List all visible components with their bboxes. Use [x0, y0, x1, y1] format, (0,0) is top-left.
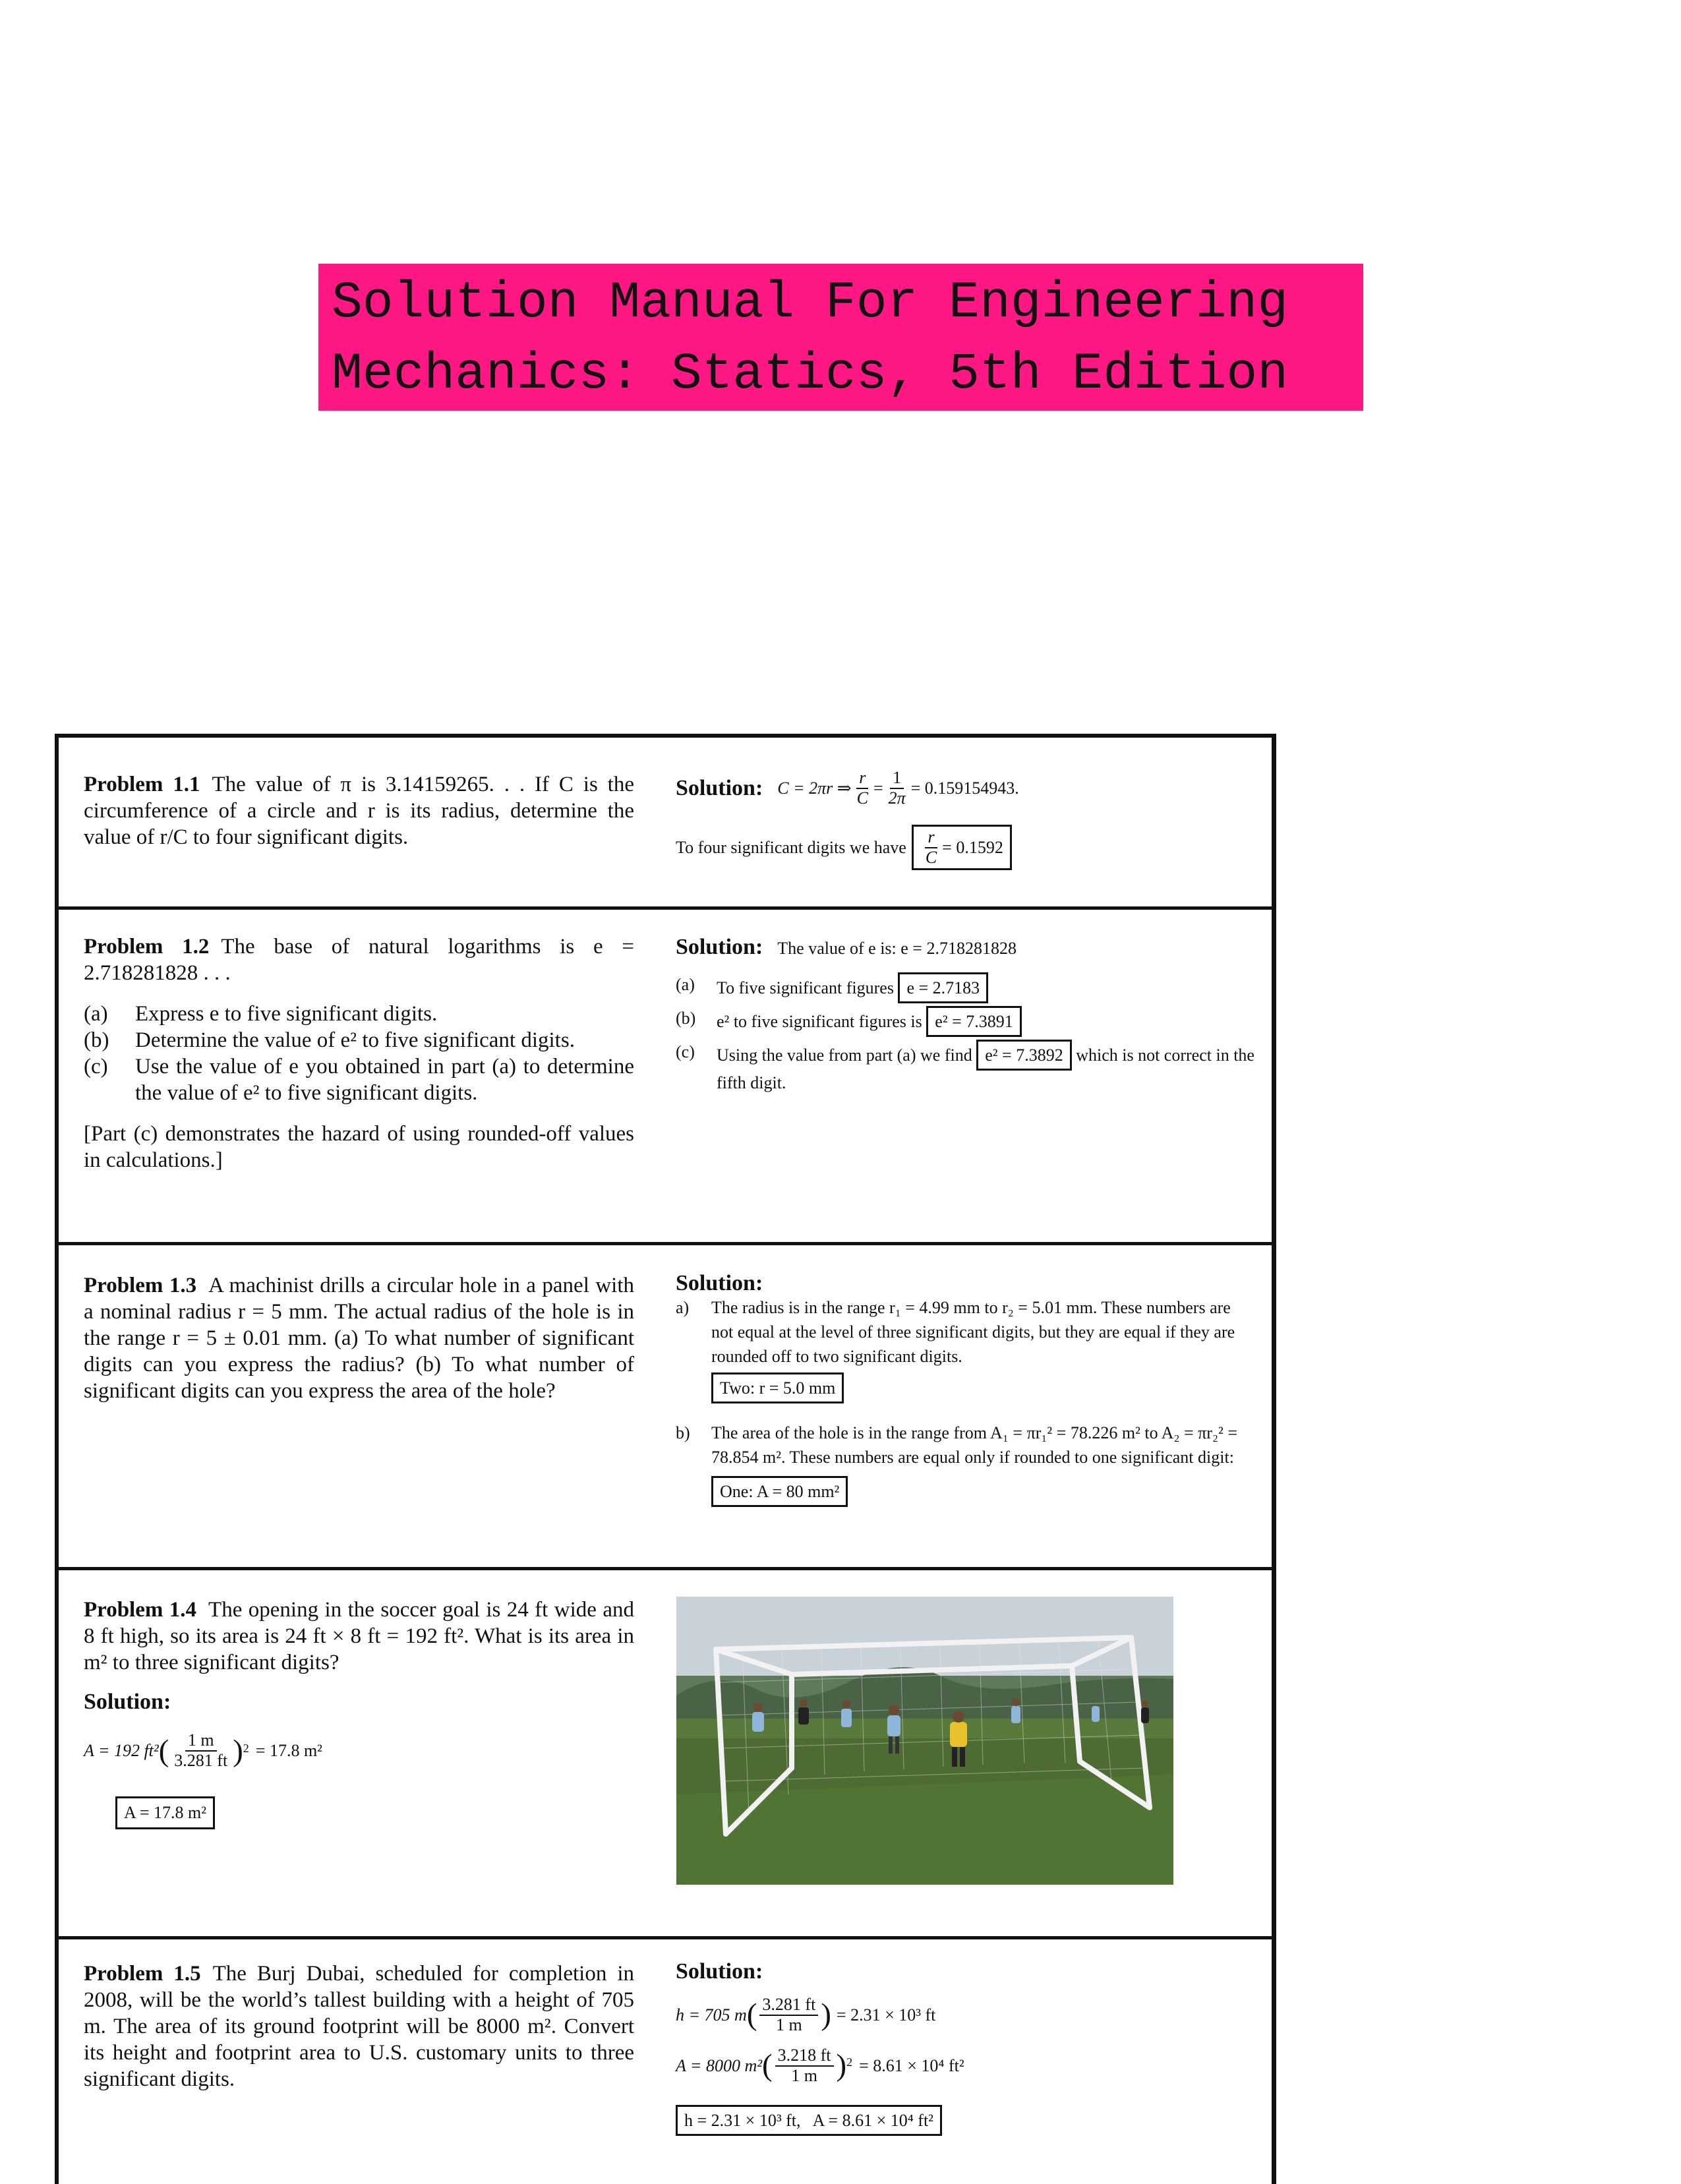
problem-1-4-statement [84, 1597, 634, 1829]
part-text: Using the value from part (a) we find [717, 1046, 972, 1065]
part-item [84, 1053, 634, 1106]
row-divider [59, 906, 1272, 910]
equation-lhs: A = 8000 m² [676, 2056, 763, 2076]
area-equation: A = 8000 m² ( $\frac{3.218 ft}{1 m}$ ) 2 = 8.61 × 10⁴ ft² [676, 2046, 964, 2085]
problem-title: Problem 1.5 [84, 1962, 201, 1986]
part-text: Determine the value of e² to five significant digits. [135, 1028, 575, 1052]
problem-title: Problem 1.4 [84, 1598, 197, 1622]
equation-result: = 8.61 × 10⁴ ft² [859, 2056, 964, 2076]
problem-title: Problem 1.1 [84, 773, 200, 796]
part-label: (c) [676, 1042, 695, 1061]
row-divider [59, 1567, 1272, 1570]
solution-part-c [676, 1040, 1256, 1095]
row-divider [59, 1242, 1272, 1245]
answer-box: e = 2.7183 [898, 972, 988, 1003]
height-equation: h = 705 m ( $\frac{3.281 ft}{1 m}$ ) = 2.31 × 10³ ft [676, 1995, 936, 2034]
solution-part-a [676, 1295, 1256, 1369]
problem-1-1-solution: Solution: C = 2πr ⇒ $\frac{r}{C}$ = $\frac{1}{2\pi}$ = 0.159154943. To four significant digits we have $\frac{r}{C}$ = 0.1592 [676, 769, 1256, 870]
part-text: The radius is in the range r₁ = 4.99 mm to r₂ = 5.01 mm. These numbers are not equal at the level of three significant digits, but they are equal if they are rounded off to two significant digits. [711, 1298, 1235, 1366]
part-label: (a) [676, 975, 695, 994]
equation-result: = 17.8 m² [255, 1740, 322, 1760]
banner-line-1: Solution Manual For Engineering [332, 274, 1289, 332]
problem-note: [Part (c) demonstrates the hazard of using rounded-off values in calculations.] [84, 1122, 634, 1172]
numerator: 1 [890, 769, 904, 789]
part-item [84, 1001, 634, 1027]
numerator: 1 m [185, 1731, 217, 1752]
fraction [759, 1995, 818, 2034]
part-label: b) [676, 1423, 690, 1442]
problem-1-2-solution [676, 935, 1256, 1095]
exponent: 2 [846, 2055, 853, 2069]
part-label: (b) [676, 1009, 696, 1028]
part-item [84, 1027, 634, 1053]
equation-result: = 0.159154943. [910, 779, 1019, 798]
equation-lhs: A = 192 ft² [84, 1740, 159, 1760]
numerator: r [925, 828, 937, 848]
equation-lhs: C = 2πr ⇒ [777, 779, 852, 798]
equation-result: = 2.31 × 10³ ft [836, 2005, 936, 2025]
problem-text: The Burj Dubai, scheduled for completion in 2008, will be the world’s tallest building with a height of 705 m. The area of its ground footprint will be 8000 m². Convert its height and footprint area to U.S. customary units to three significant digits. [84, 1962, 634, 2091]
problem-text: The base of natural logarithms is e = 2.718281828 . . . [84, 935, 634, 985]
solution-label: Solution: [676, 1271, 763, 1295]
fraction [775, 2046, 834, 2085]
equation-lhs: h = 705 m [676, 2005, 747, 2025]
fraction [171, 1731, 230, 1770]
solution-part-b [676, 1421, 1256, 1469]
problem-text: The opening in the soccer goal is 24 ft wide and 8 ft high, so its area is 24 ft × 8 ft = 192 ft². What is its area in m² to three significant digits? [84, 1598, 634, 1674]
solution-intro: The value of e is: e = 2.718281828 [777, 939, 1017, 958]
answer-box: Two: r = 5.0 mm [711, 1372, 844, 1403]
denominator: C [925, 847, 937, 867]
numerator: 3.218 ft [775, 2046, 834, 2067]
solution-part-b [676, 1006, 1256, 1037]
part-text: The area of the hole is in the range from A₁ = πr₁² = 78.226 m² to A₂ = πr₂² = 78.854 m². These numbers are equal only if rounded to one significant digit: [711, 1423, 1237, 1467]
denominator: 2π [888, 788, 906, 808]
numerator: r [856, 769, 868, 789]
denominator: 1 m [776, 2015, 802, 2034]
soccer-goal-photo [676, 1597, 1173, 1885]
answer-box: h = 2.31 × 10³ ft, A = 8.61 × 10⁴ ft² [676, 2105, 942, 2136]
part-label: a) [676, 1298, 690, 1317]
part-text: e² to five significant figures is [717, 1012, 922, 1031]
banner-line-2: Mechanics: Statics, 5th Edition [332, 345, 1289, 403]
answer-box: One: A = 80 mm² [711, 1476, 848, 1507]
title-banner [318, 264, 1363, 411]
part-text: Use the value of e you obtained in part (a) to determine the value of e² to five significant digits. [135, 1055, 634, 1105]
conversion-equation: A = 192 ft² ( $\frac{1 m}{3.281 ft}$ ) 2 = 17.8 m² [84, 1730, 322, 1770]
part-label: (a) [84, 1002, 108, 1026]
part-text: which is not correct in the fifth digit. [717, 1046, 1254, 1092]
problem-title: Problem 1.3 [84, 1274, 197, 1297]
row-divider [59, 1936, 1272, 1939]
problem-title: Problem 1.2 [84, 935, 210, 959]
solution-part-a [676, 972, 1256, 1003]
exponent: 2 [243, 1742, 249, 1755]
part-text: To five significant figures [717, 978, 894, 997]
problem-1-3-solution [676, 1271, 1256, 1507]
problem-1-1-statement [84, 771, 634, 850]
denominator: 3.281 ft [174, 1750, 228, 1770]
solution-label: Solution: [676, 935, 763, 959]
part-label: (c) [84, 1055, 108, 1078]
problem-text: The value of π is 3.14159265. . . If C is the circumference of a circle and r is its radius, determine the value of r/C to four significant digits. [84, 773, 634, 849]
part-text: Express e to five significant digits. [135, 1002, 438, 1026]
solution-label: Solution: [84, 1690, 171, 1714]
answer-box: A = 17.8 m² [115, 1796, 215, 1829]
problem-1-5-solution [676, 1959, 1256, 2136]
problem-1-5-statement [84, 1961, 634, 2092]
answer-intro: To four significant digits we have [676, 838, 906, 858]
problem-text: A machinist drills a circular hole in a panel with a nominal radius r = 5 mm. The actual radius of the hole is in the range r = 5 ± 0.01 mm. (a) To what number of significant digits can you express the radius? (b) To what number of significant digits can you express the area of the hole? [84, 1274, 634, 1403]
fraction [923, 828, 939, 867]
answer-box: e² = 7.3891 [926, 1006, 1022, 1037]
numerator: 3.281 ft [759, 1995, 818, 2016]
fraction [886, 769, 908, 808]
fraction [854, 769, 871, 808]
solution-label: Solution: [676, 776, 763, 801]
answer-box [912, 825, 1012, 870]
answer-box: e² = 7.3892 [976, 1040, 1072, 1071]
denominator: C [856, 788, 868, 808]
answer-value: = 0.1592 [942, 838, 1003, 858]
denominator: 1 m [791, 2065, 817, 2085]
part-label: (b) [84, 1028, 109, 1052]
solution-label: Solution: [676, 1959, 763, 1984]
problem-1-3-statement [84, 1272, 634, 1404]
problem-1-2-statement [84, 933, 634, 1173]
